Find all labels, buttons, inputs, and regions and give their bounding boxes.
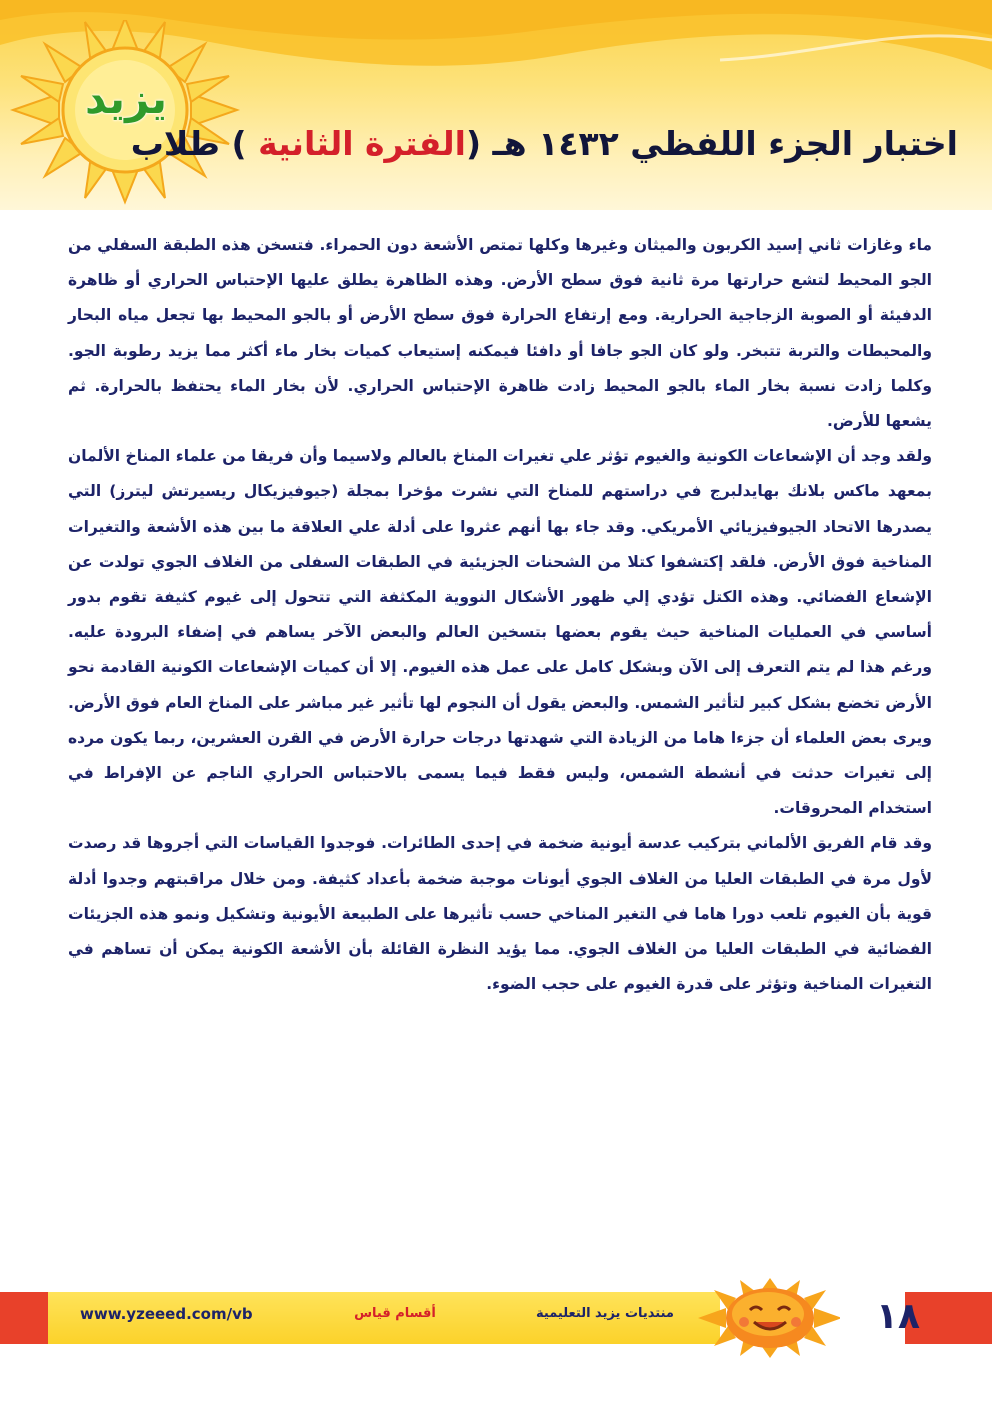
page-header bbox=[0, 0, 992, 210]
title-main: اختبار الجزء اللفظي ١٤٣٢ هـ ( bbox=[465, 124, 958, 163]
logo-text: يزيد bbox=[85, 74, 167, 123]
paragraph-3: وقد قام الفريق الألماني بتركيب عدسة أيونية ضخمة في إحدى الطائرات. فوجدوا القياسات التي أجروها قد رصدت لأول مرة في الطبقات العليا من الغلاف الجوي أيونات موجبة ضخمة بأعداد كثيفة. ومن خلال مراقبتهم وجدوا أدلة قوية بأن الغيوم تلعب دورا هاما في التغير المناخي حسب تأثيرها على الطبيعة الأيونية وتشكيل ونمو هذه الجزيئات الفضائية في الطبقات العليا من الغلاف الجوي. مما يؤيد النظرة القائلة بأن الأشعة الكونية يمكن أن تساهم في التغيرات المناخية وتؤثر على قدرة الغيوم على حجب الضوء. bbox=[68, 834, 932, 994]
page-number: ١٨ bbox=[876, 1296, 920, 1337]
article-body bbox=[68, 228, 932, 1002]
paragraph-2: ولقد وجد أن الإشعاعات الكونية والغيوم تؤثر علي تغيرات المناخ بالعالم ولاسيما وأن فريقا من علماء المناخ الألمان بمعهد ماكس بلانك بهايدلبرج في دراستهم للمناخ التي نشرت مؤخرا بمجلة (جيوفيزيكال ريسيرتش ليترز) التي يصدرها الاتحاد الجيوفيزيائي الأمريكي. وقد جاء بها أنهم عثروا على أدلة علي العلاقة ما بين هذه الأشعة والتغيرات المناخية فوق الأرض. فلقد إكتشفوا كتلا من الشحنات الجزيئية في الطبقات السفلى من الغلاف الجوي تولدت عن الإشعاع الفضائي. وهذه الكتل تؤدي إلي ظهور الأشكال النووية المكثفة التي تتحول إلى غيوم كثيفة تقوم بدور أساسي في العمليات المناخية حيث يقوم بعضها بتسخين العالم والبعض الآخر يساهم في إضفاء البرودة عليه. ورغم هذا لم يتم التعرف إلى الآن وبشكل كامل على عمل هذه الغيوم. إلا أن كميات الإشعاعات الكونية القادمة نحو الأرض تخضع بشكل كبير لتأثير الشمس. والبعض يقول أن النجوم لها تأثير غير مباشر على المناخ العام فوق الأرض. ويرى بعض العلماء أن جزءا هاما من الزيادة التي شهدتها درجات حرارة الأرض في القرن العشرين، ربما يكون مرده إلى تغيرات حدثت في أنشطة الشمس، وليس فقط فيما يسمى بالاحتباس الحراري الناجم عن الإفراط في استخدام المحروقات. bbox=[68, 447, 932, 818]
paragraph-1: ماء وغازات ثاني إسيد الكربون والميثان وغيرها وكلها تمتص الأشعة دون الحمراء. فتسخن هذه الطبقة السفلي من الجو المحيط لتشع حرارتها مرة ثانية فوق سطح الأرض. وهذه الظاهرة يطلق عليها الإحتباس الحراري أو ظاهرة الدفيئة أو الصوبة الزجاجية الحرارية. ومع إرتفاع الحرارة فوق سطح الأرض أو بالجو المحيط بها تجعل مياه البحار والمحيطات والتربة تتبخر. ولو كان الجو جافا أو دافئا فيمكنه إستيعاب كميات بخار ماء أكثر مما يزيد رطوبة الجو. وكلما زادت نسبة بخار الماء بالجو المحيط زادت ظاهرة الإحتباس الحراري. لأن بخار الماء يحتفظ بالحرارة. ثم يشعها للأرض. bbox=[68, 236, 932, 431]
page-title bbox=[130, 118, 958, 170]
smiling-sun-icon bbox=[690, 1278, 840, 1358]
footer-url-link[interactable]: www.yzeeed.com/vb bbox=[80, 1305, 253, 1323]
page-footer bbox=[0, 1292, 992, 1344]
footer-forum-label: منتديات يزيد التعليمية bbox=[536, 1306, 674, 1321]
footer-accent-left bbox=[0, 1292, 48, 1344]
footer-section-label: أقسام قياس bbox=[354, 1306, 436, 1321]
title-suffix: ) طلاب bbox=[130, 124, 259, 163]
title-highlight: الفترة الثانية bbox=[258, 124, 466, 163]
